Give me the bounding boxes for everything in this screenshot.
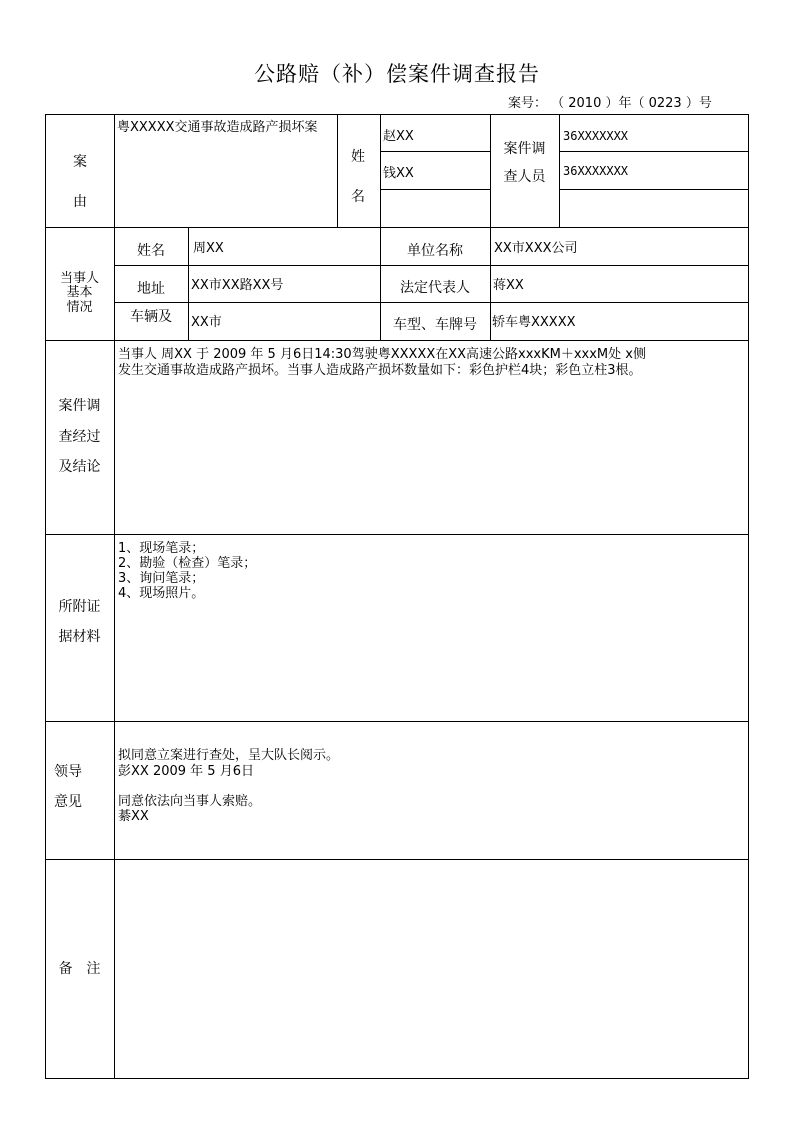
- materials-label: 所附证: [58, 599, 101, 615]
- party-unit-label: 单位名称: [407, 243, 463, 259]
- process-label: 查经过: [58, 429, 101, 445]
- investigator-id: 36XXXXXXX: [563, 164, 629, 178]
- cell-divider: [380, 151, 490, 152]
- cell-divider: [559, 189, 749, 190]
- party-rep-label: 法定代表人: [400, 280, 470, 296]
- party-address-label: 地址: [137, 281, 165, 297]
- table-border-right: [748, 114, 749, 1079]
- case-reason-text: 粤XXXXX交通事故造成路产损坏案: [117, 120, 318, 135]
- remarks-area[interactable]: [115, 860, 748, 1078]
- party-label: 当事人: [59, 271, 99, 286]
- materials-item: 4、现场照片。: [118, 586, 205, 601]
- cell-divider: [559, 151, 749, 152]
- process-label: 案件调: [58, 398, 101, 414]
- party-name-label: 姓名: [137, 243, 165, 259]
- row-divider: [45, 340, 749, 341]
- party-name-value: 周XX: [193, 241, 224, 256]
- materials-label: 据材料: [58, 629, 101, 645]
- party-address-value: XX市XX路XX号: [191, 278, 284, 293]
- cell-divider: [188, 227, 189, 340]
- table-border-bottom: [45, 1078, 749, 1079]
- party-plate-label: 车型、车牌号: [393, 317, 477, 333]
- cell-divider: [380, 189, 490, 190]
- materials-item: 2、勘验（检查）笔录；: [118, 556, 257, 571]
- party-vehicle-value: XX市: [191, 315, 222, 330]
- process-text: 当事人 周XX 于 2009 年 5 月6日14:30驾驶粤XXXXX在XX高速公路xxxKM＋xxxM处 x侧: [118, 347, 646, 362]
- materials-item: 1、现场笔录；: [118, 541, 205, 556]
- table-border-left: [45, 114, 46, 1079]
- name-label: 姓: [351, 149, 365, 165]
- leader-label: 领导: [54, 764, 82, 780]
- cell-divider: [380, 114, 381, 227]
- cell-divider: [490, 227, 491, 340]
- remarks-label: 备 注: [58, 961, 101, 977]
- investigator-name: 赵XX: [383, 129, 414, 144]
- process-label: 及结论: [58, 459, 101, 475]
- case-reason-label: 由: [73, 194, 87, 210]
- cell-divider: [114, 302, 749, 303]
- cell-divider: [337, 114, 338, 227]
- case-reason-label: 案: [73, 154, 87, 170]
- row-divider: [45, 534, 749, 535]
- party-rep-value: 蒋XX: [493, 278, 524, 293]
- leader-opinion: 同意依法向当事人索赔。: [118, 794, 262, 809]
- leader-opinion: 拟同意立案进行查处，呈大队长阅示。: [118, 748, 340, 763]
- leader-label: 意见: [54, 794, 82, 810]
- row-divider: [45, 227, 749, 228]
- investigator-label: 查人员: [503, 169, 546, 185]
- materials-item: 3、询问笔录；: [118, 571, 205, 586]
- party-label: 情况: [66, 300, 93, 315]
- name-label: 名: [351, 189, 365, 205]
- case-number: 案号： （ 2010 ）年（ 0223 ）号: [508, 96, 712, 111]
- party-plate-value: 轿车粤XXXXX: [492, 315, 576, 330]
- investigator-id: 36XXXXXXX: [563, 129, 629, 143]
- cell-divider: [114, 265, 749, 266]
- table-border-top: [45, 114, 749, 115]
- leader-signature: 綦XX: [118, 809, 149, 824]
- page-title: 公路赔（补）偿案件调查报告: [254, 62, 540, 86]
- leader-signature: 彭XX 2009 年 5 月6日: [118, 764, 254, 779]
- process-text: 发生交通事故造成路产损坏。当事人造成路产损坏数量如下：彩色护栏4块；彩色立柱3根。: [118, 363, 642, 378]
- cell-divider: [559, 114, 560, 227]
- row-divider: [45, 721, 749, 722]
- party-vehicle-label: 车辆及: [130, 309, 172, 325]
- party-unit-value: XX市XXX公司: [494, 241, 578, 256]
- investigator-name: 钱XX: [383, 166, 414, 181]
- investigator-label: 案件调: [503, 141, 546, 157]
- party-label: 基本: [66, 285, 93, 300]
